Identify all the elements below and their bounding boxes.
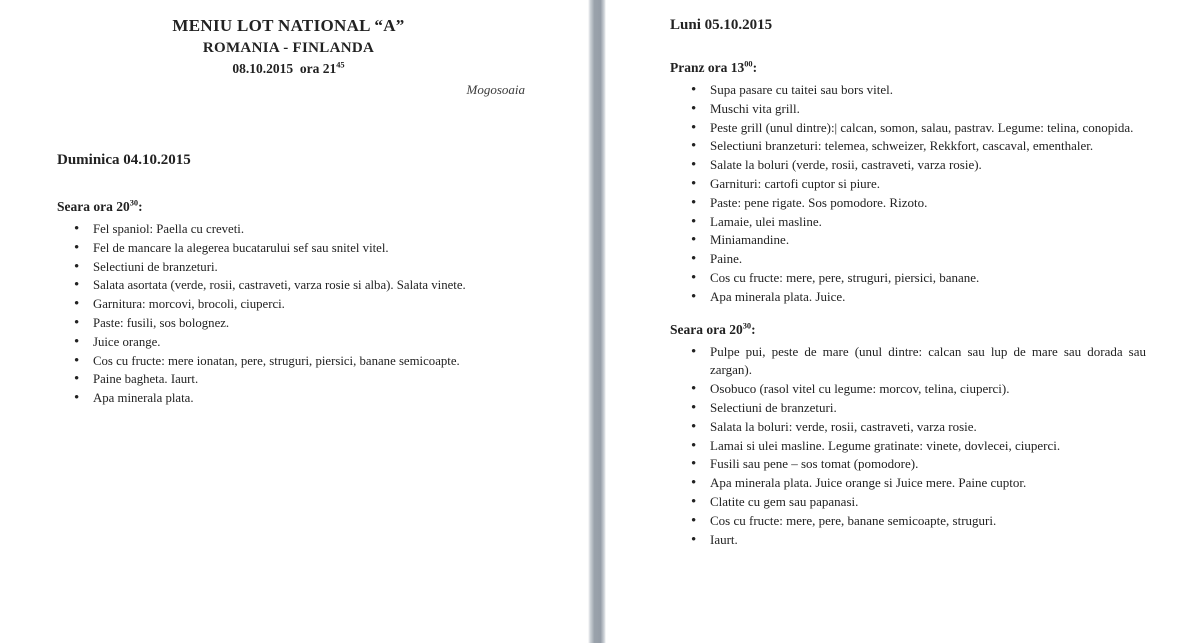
menu-item: • Salate la boluri (verde, rosii, castraveti, varza rosie). bbox=[670, 156, 1146, 175]
menu-item: • Miniamandine. bbox=[670, 231, 1146, 250]
menu-item: • Peste grill (unul dintre):| calcan, somon, salau, pastrav. Legume: telina, conopida. bbox=[670, 119, 1146, 138]
day-heading-sunday: Duminica 04.10.2015 bbox=[57, 152, 191, 168]
menu-item: • Lamai si ulei masline. Legume gratinate: vinete, dovlecei, ciuperci. bbox=[670, 437, 1146, 456]
menu-item: • Osobuco (rasol vitel cu legume: morcov, telina, ciuperci). bbox=[670, 380, 1146, 399]
menu-list-monday-dinner bbox=[670, 343, 1146, 550]
menu-item: • Paine bagheta. Iaurt. bbox=[57, 370, 520, 389]
menu-item: • Cos cu fructe: mere, pere, struguri, piersici, banane. bbox=[670, 269, 1146, 288]
menu-item: • Juice orange. bbox=[57, 333, 520, 352]
menu-item: • Iaurt. bbox=[670, 531, 1146, 550]
menu-item: • Apa minerala plata. Juice. bbox=[670, 288, 1146, 307]
meal-time-superscript: 30 bbox=[742, 321, 752, 331]
menu-item: • Paste: pene rigate. Sos pomodore. Rizoto. bbox=[670, 194, 1146, 213]
meal-heading-dinner-monday bbox=[670, 321, 1146, 338]
meal-heading-text: Pranz ora 13 bbox=[670, 60, 745, 75]
menu-list-monday-lunch bbox=[670, 81, 1146, 307]
meal-heading-text: Seara ora 20 bbox=[670, 321, 743, 337]
menu-item: • Selectiuni de branzeturi. bbox=[670, 399, 1146, 418]
menu-list-sunday-dinner bbox=[57, 220, 520, 408]
meal-heading-lunch-monday bbox=[670, 59, 1146, 76]
menu-title: MENIU LOT NATIONAL “A” bbox=[172, 16, 405, 35]
meal-heading-colon: : bbox=[751, 321, 756, 337]
page-divider bbox=[588, 0, 606, 643]
meal-time-superscript: 00 bbox=[744, 59, 753, 69]
meal-heading-text: Seara ora 20 bbox=[57, 199, 130, 214]
meal-heading-colon: : bbox=[138, 199, 143, 214]
match-date-text: 08.10.2015 ora 21 bbox=[232, 61, 337, 76]
match-time-superscript: 45 bbox=[336, 60, 345, 70]
match-datetime bbox=[57, 60, 520, 77]
menu-item: • Muschi vita grill. bbox=[670, 100, 1146, 119]
location-note: Mogosoaia bbox=[466, 82, 525, 97]
match-teams: ROMANIA - FINLANDA bbox=[202, 40, 375, 56]
menu-item: • Selectiuni branzeturi: telemea, schweizer, Rekkfort, cascaval, ementhaler. bbox=[670, 137, 1146, 156]
menu-item: • Cos cu fructe: mere ionatan, pere, struguri, piersici, banane semicoapte. bbox=[57, 352, 520, 371]
menu-item: • Selectiuni de branzeturi. bbox=[57, 258, 520, 277]
menu-item: • Fel spaniol: Paella cu creveti. bbox=[57, 220, 520, 239]
menu-item: • Apa minerala plata. bbox=[57, 389, 520, 408]
menu-item: • Paine. bbox=[670, 250, 1146, 269]
meal-time-superscript: 30 bbox=[129, 198, 139, 208]
menu-item: • Clatite cu gem sau papanasi. bbox=[670, 493, 1146, 512]
menu-item: • Salata la boluri: verde, rosii, castraveti, varza rosie. bbox=[670, 418, 1146, 437]
meal-heading-dinner-sunday bbox=[57, 198, 520, 215]
menu-item: • Supa pasare cu taitei sau bors vitel. bbox=[670, 81, 1146, 100]
menu-item: • Garnituri: cartofi cuptor si piure. bbox=[670, 175, 1146, 194]
menu-item: • Fusili sau pene – sos tomat (pomodore). bbox=[670, 455, 1146, 474]
menu-item: • Pulpe pui, peste de mare (unul dintre: calcan sau lup de mare sau dorada sau zargan). bbox=[670, 343, 1146, 381]
menu-item: • Lamaie, ulei masline. bbox=[670, 213, 1146, 232]
menu-item: • Apa minerala plata. Juice orange si Juice mere. Paine cuptor. bbox=[670, 474, 1146, 493]
page-right bbox=[606, 0, 1200, 643]
menu-item: • Paste: fusili, sos bolognez. bbox=[57, 314, 520, 333]
page-left bbox=[0, 0, 588, 643]
menu-item: • Cos cu fructe: mere, pere, banane semicoapte, struguri. bbox=[670, 512, 1146, 531]
day-heading-monday: Luni 05.10.2015 bbox=[670, 17, 773, 33]
menu-item: • Fel de mancare la alegerea bucatarului sef sau snitel vitel. bbox=[57, 239, 520, 258]
menu-item: • Salata asortata (verde, rosii, castraveti, varza rosie si alba). Salata vinete. bbox=[57, 276, 520, 295]
meal-heading-colon: : bbox=[752, 60, 758, 75]
title-block bbox=[57, 16, 520, 77]
menu-item: • Garnitura: morcovi, brocoli, ciuperci. bbox=[57, 295, 520, 314]
